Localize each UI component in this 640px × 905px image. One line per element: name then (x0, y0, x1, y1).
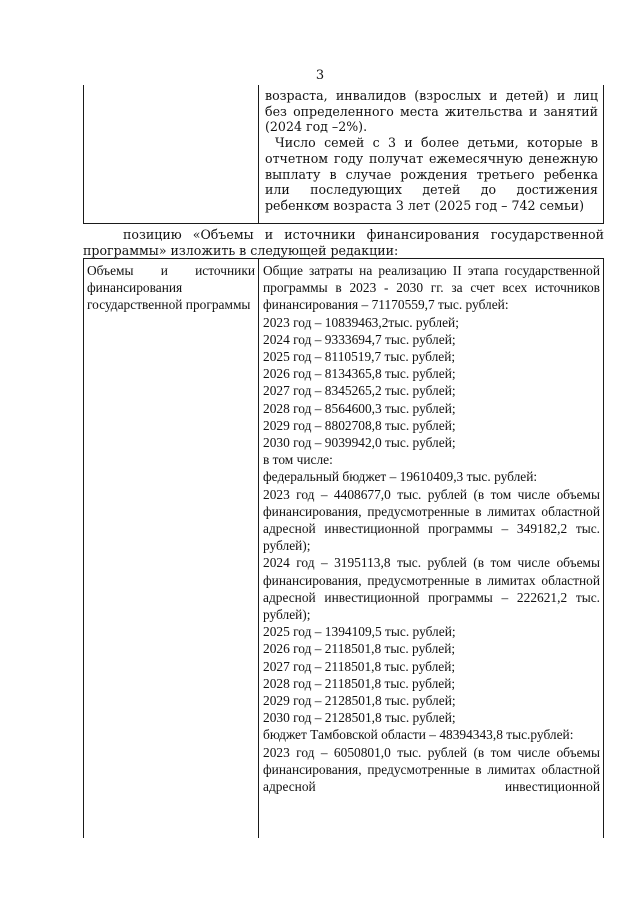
financing-year-line: 2028 год – 8564600,3 тыс. рублей; (263, 400, 456, 416)
page-number: 3 (315, 68, 325, 83)
indicator-text-homeless: возраста, инвалидов (взрослых и детей) и лиц без определенного места жительства и занятий (2024 год –2%). (265, 88, 598, 135)
financing-label-cell (84, 259, 259, 838)
federal-year-line: 2024 год – 3195113,8 тыс. рублей (в том числе объемы финансирования, предусмотренные в лимитах областной адресной инвестиционной программы – 222621,2 тыс. рублей); (263, 555, 600, 623)
financing-year-line: 2025 год – 8110519,7 тыс. рублей; (263, 349, 456, 365)
financing-label: Объемы и источники финансирования государственной программы (87, 263, 255, 313)
federal-year-line: 2025 год – 1394109,5 тыс. рублей; (263, 624, 456, 640)
financing-year-line: 2030 год – 9039942,0 тыс. рублей; (263, 435, 456, 451)
regional-year-line: 2023 год – 6050801,0 тыс. рублей (в том числе объемы финансирования, предусмотренные в лимитах областной адресной инвестиционной (263, 744, 600, 795)
previous-table-value-cell (260, 85, 603, 223)
financing-total: Общие затраты на реализацию II этапа государственной программы в 2023 - 2030 гг. за счет всех источников финансирования – 71170559,7 тыс. рублей: (263, 263, 600, 313)
regional-budget-total: бюджет Тамбовской области – 48394343,8 тыс.рублей: (263, 727, 574, 743)
financing-value-cell (260, 259, 603, 838)
indicator-text-families: Число семей с 3 и более детьми, которые в отчетном году получат ежемесячную денежную выплату в случае рождения третьего ребенка или последующих детей до достижения ребенком возраста 3 лет (2025 год – 742 семьи) (265, 135, 598, 213)
financing-table (83, 258, 604, 838)
financing-year-line: 2027 год – 8345265,2 тыс. рублей; (263, 383, 456, 399)
financing-year-line: 2023 год – 10839463,2тыс. рублей; (263, 314, 459, 330)
federal-year-line: 2023 год – 4408677,0 тыс. рублей (в том числе объемы финансирования, предусмотренные в лимитах областной адресной инвестиционной программы – 349182,2 тыс. рублей); (263, 486, 600, 554)
federal-year-line: 2029 год – 2128501,8 тыс. рублей; (263, 693, 456, 709)
federal-budget-total: федеральный бюджет – 19610409,3 тыс. рублей: (263, 469, 538, 485)
financing-year-line: 2026 год – 8134365,8 тыс. рублей; (263, 366, 456, 382)
amendment-intro-text: позицию «Объемы и источники финансирования государственной программы» изложить в следующей редакции: (83, 227, 604, 258)
federal-year-line: 2028 год – 2118501,8 тыс. рублей; (263, 675, 456, 691)
federal-year-line: 2030 год – 2128501,8 тыс. рублей; (263, 710, 456, 726)
previous-table-continuation (83, 85, 604, 224)
federal-year-line: 2027 год – 2118501,8 тыс. рублей; (263, 658, 456, 674)
federal-year-line: 2026 год – 2118501,8 тыс. рублей; (263, 641, 456, 657)
previous-table-label-cell (84, 85, 259, 223)
financing-year-line: 2029 год – 8802708,8 тыс. рублей; (263, 417, 456, 433)
financing-year-line: 2024 год – 9333694,7 тыс. рублей; (263, 331, 456, 347)
financing-subheading: в том числе: (263, 452, 333, 468)
